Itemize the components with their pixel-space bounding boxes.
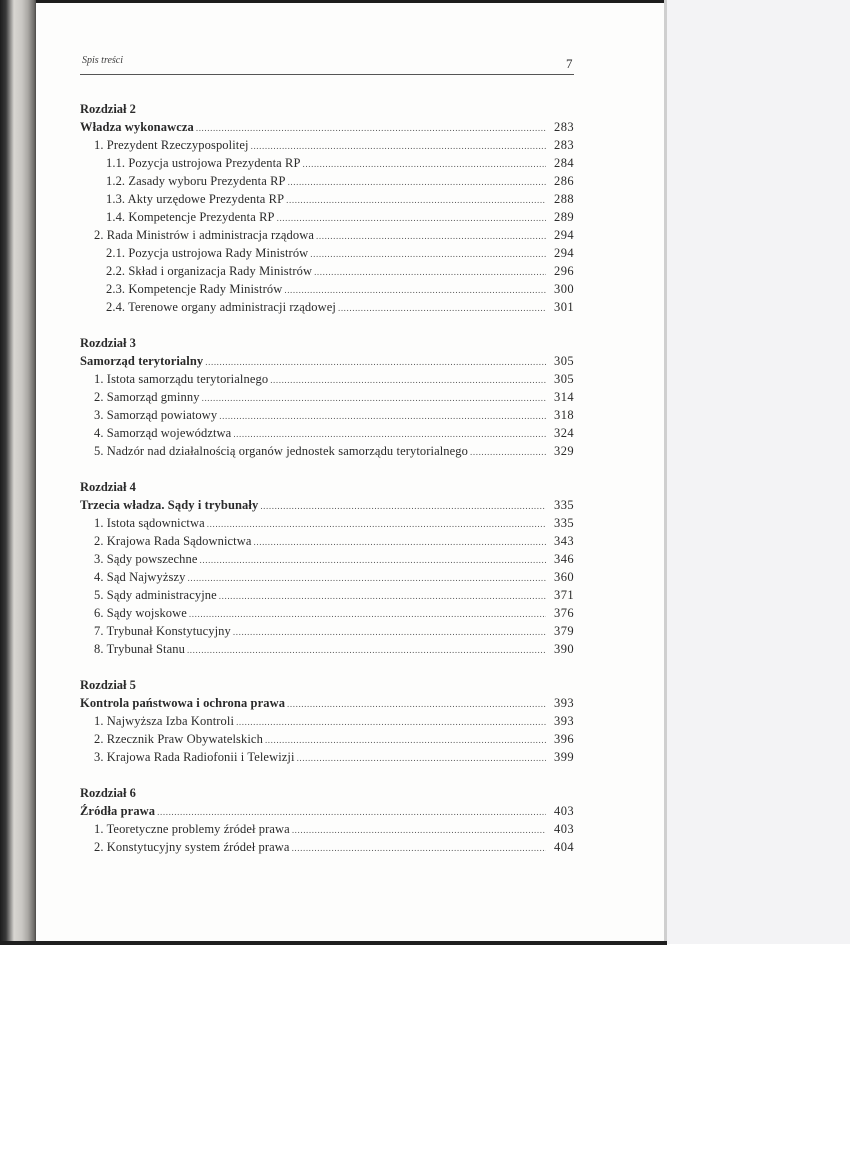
entry-title: 2. Rzecznik Praw Obywatelskich	[94, 732, 263, 746]
dot-leader	[233, 425, 546, 443]
entry-title: 1.1. Pozycja ustrojowa Prezydenta RP	[106, 156, 301, 170]
toc-entry	[80, 298, 574, 316]
dot-leader	[254, 533, 546, 551]
table-of-contents	[80, 100, 574, 874]
entry-page: 399	[554, 750, 574, 764]
entry-title: 1. Prezydent Rzeczypospolitej	[94, 138, 249, 152]
entry-title: 3. Krajowa Rada Radiofonii i Telewizji	[94, 750, 295, 764]
entry-title: 4. Samorząd województwa	[94, 426, 232, 440]
entry-title: 2. Samorząd gminny	[94, 390, 200, 404]
chapter-3	[80, 334, 574, 460]
entry-page: 396	[554, 732, 574, 746]
entry-page: 360	[554, 570, 574, 584]
entry-page: 294	[554, 228, 574, 242]
toc-entry	[80, 280, 574, 298]
entry-title: Trzecia władza. Sądy i trybunały	[80, 498, 259, 512]
entry-page: 393	[554, 714, 574, 728]
chapter-label: Rozdział 5	[80, 678, 136, 692]
entry-title: 5. Sądy administracyjne	[94, 588, 217, 602]
entry-page: 403	[554, 804, 574, 818]
toc-entry	[80, 748, 574, 766]
entry-title: 1. Najwyższa Izba Kontroli	[94, 714, 235, 728]
toc-entry	[80, 622, 574, 640]
dot-leader	[292, 821, 546, 839]
dot-leader	[196, 119, 546, 137]
toc-entry	[80, 208, 574, 226]
toc-entry	[80, 370, 574, 388]
entry-page: 283	[554, 120, 574, 134]
dot-leader	[286, 191, 546, 209]
chapter-label: Rozdział 4	[80, 480, 136, 494]
entry-page: 300	[554, 282, 574, 296]
toc-entry	[80, 388, 574, 406]
chapter-label: Rozdział 3	[80, 336, 136, 350]
entry-title: Władza wykonawcza	[80, 120, 194, 134]
dot-leader	[292, 839, 546, 857]
entry-page: 335	[554, 498, 574, 512]
running-title: Spis treści	[82, 55, 124, 66]
toc-entry	[80, 838, 574, 856]
dot-leader	[470, 443, 546, 461]
entry-title: 2.3. Kompetencje Rady Ministrów	[106, 282, 283, 296]
entry-title: 6. Sądy wojskowe	[94, 606, 187, 620]
dot-leader	[284, 281, 546, 299]
entry-title: 7. Trybunał Konstytucyjny	[94, 624, 231, 638]
toc-entry	[80, 406, 574, 424]
toc-entry	[80, 532, 574, 550]
entry-page: 318	[554, 408, 574, 422]
dot-leader	[260, 497, 546, 515]
entry-title: 1. Teoretyczne problemy źródeł prawa	[94, 822, 290, 836]
dot-leader	[310, 245, 546, 263]
entry-title: Kontrola państwowa i ochrona prawa	[80, 696, 286, 710]
entry-page: 346	[554, 552, 574, 566]
entry-title: 1.3. Akty urzędowe Prezydenta RP	[106, 192, 285, 206]
entry-page: 301	[554, 300, 574, 314]
dot-leader	[219, 587, 546, 605]
chapter-2	[80, 100, 574, 316]
entry-page: 289	[554, 210, 574, 224]
entry-page: 288	[554, 192, 574, 206]
toc-entry-main	[80, 802, 574, 820]
entry-page: 286	[554, 174, 574, 188]
dot-leader	[251, 137, 546, 155]
entry-page: 403	[554, 822, 574, 836]
toc-entry	[80, 568, 574, 586]
dot-leader	[157, 803, 546, 821]
entry-page: 379	[554, 624, 574, 638]
toc-entry	[80, 712, 574, 730]
dot-leader	[303, 155, 546, 173]
entry-page: 305	[554, 354, 574, 368]
toc-entry-main	[80, 118, 574, 136]
entry-title: 1. Istota sądownictwa	[94, 516, 205, 530]
entry-page: 296	[554, 264, 574, 278]
toc-entry-main	[80, 352, 574, 370]
dot-leader	[200, 551, 546, 569]
dot-leader	[188, 569, 546, 587]
dot-leader	[316, 227, 546, 245]
dot-leader	[297, 749, 546, 767]
toc-entry	[80, 154, 574, 172]
entry-title: 2.2. Skład i organizacja Rady Ministrów	[106, 264, 313, 278]
entry-page: 294	[554, 246, 574, 260]
entry-title: 2. Rada Ministrów i administracja rządowa	[94, 228, 315, 242]
scanner-background	[667, 0, 850, 944]
scan-bottom-edge	[0, 941, 667, 945]
entry-title: 2. Konstytucyjny system źródeł prawa	[94, 840, 290, 854]
dot-leader	[287, 695, 546, 713]
toc-entry	[80, 136, 574, 154]
dot-leader	[233, 623, 546, 641]
toc-entry	[80, 514, 574, 532]
entry-title: Źródła prawa	[80, 804, 156, 818]
chapter-6	[80, 784, 574, 856]
entry-title: 3. Sądy powszechne	[94, 552, 198, 566]
toc-entry	[80, 550, 574, 568]
entry-title: 3. Samorząd powiatowy	[94, 408, 218, 422]
dot-leader	[277, 209, 546, 227]
entry-title: 5. Nadzór nad działalnością organów jednostek samorządu terytorialnego	[94, 444, 469, 458]
toc-entry	[80, 262, 574, 280]
toc-entry	[80, 226, 574, 244]
entry-page: 283	[554, 138, 574, 152]
entry-page: 314	[554, 390, 574, 404]
entry-title: 1. Istota samorządu terytorialnego	[94, 372, 269, 386]
dot-leader	[265, 731, 546, 749]
toc-entry	[80, 640, 574, 658]
dot-leader	[314, 263, 546, 281]
entry-title: 8. Trybunał Stanu	[94, 642, 185, 656]
toc-entry	[80, 244, 574, 262]
dot-leader	[338, 299, 546, 317]
dot-leader	[189, 605, 546, 623]
chapter-4	[80, 478, 574, 658]
toc-entry	[80, 586, 574, 604]
entry-title: Samorząd terytorialny	[80, 354, 204, 368]
dot-leader	[219, 407, 546, 425]
dot-leader	[202, 389, 546, 407]
chapter-label: Rozdział 6	[80, 786, 136, 800]
entry-page: 404	[554, 840, 574, 854]
entry-page: 376	[554, 606, 574, 620]
dot-leader	[236, 713, 546, 731]
dot-leader	[205, 353, 546, 371]
toc-entry	[80, 424, 574, 442]
page-number: 7	[566, 56, 573, 71]
entry-title: 2.4. Terenowe organy administracji rządowej	[106, 300, 336, 314]
entry-title: 2. Krajowa Rada Sądownictwa	[94, 534, 252, 548]
chapter-label: Rozdział 2	[80, 102, 136, 116]
toc-entry-main	[80, 694, 574, 712]
dot-leader	[270, 371, 546, 389]
header-rule	[80, 74, 574, 75]
toc-entry-main	[80, 496, 574, 514]
toc-entry	[80, 730, 574, 748]
dot-leader	[207, 515, 546, 533]
entry-page: 284	[554, 156, 574, 170]
dot-leader	[288, 173, 546, 191]
entry-title: 1.2. Zasady wyboru Prezydenta RP	[106, 174, 286, 188]
entry-page: 343	[554, 534, 574, 548]
entry-page: 335	[554, 516, 574, 530]
entry-page: 390	[554, 642, 574, 656]
entry-title: 4. Sąd Najwyższy	[94, 570, 186, 584]
entry-page: 371	[554, 588, 574, 602]
entry-page: 324	[554, 426, 574, 440]
toc-entry	[80, 820, 574, 838]
toc-entry	[80, 190, 574, 208]
toc-entry	[80, 172, 574, 190]
dot-leader	[187, 641, 546, 659]
entry-page: 393	[554, 696, 574, 710]
entry-title: 2.1. Pozycja ustrojowa Rady Ministrów	[106, 246, 309, 260]
toc-entry	[80, 604, 574, 622]
entry-page: 305	[554, 372, 574, 386]
entry-page: 329	[554, 444, 574, 458]
entry-title: 1.4. Kompetencje Prezydenta RP	[106, 210, 275, 224]
scan-binding-shadow	[0, 0, 36, 944]
toc-entry	[80, 442, 574, 460]
chapter-5	[80, 676, 574, 766]
